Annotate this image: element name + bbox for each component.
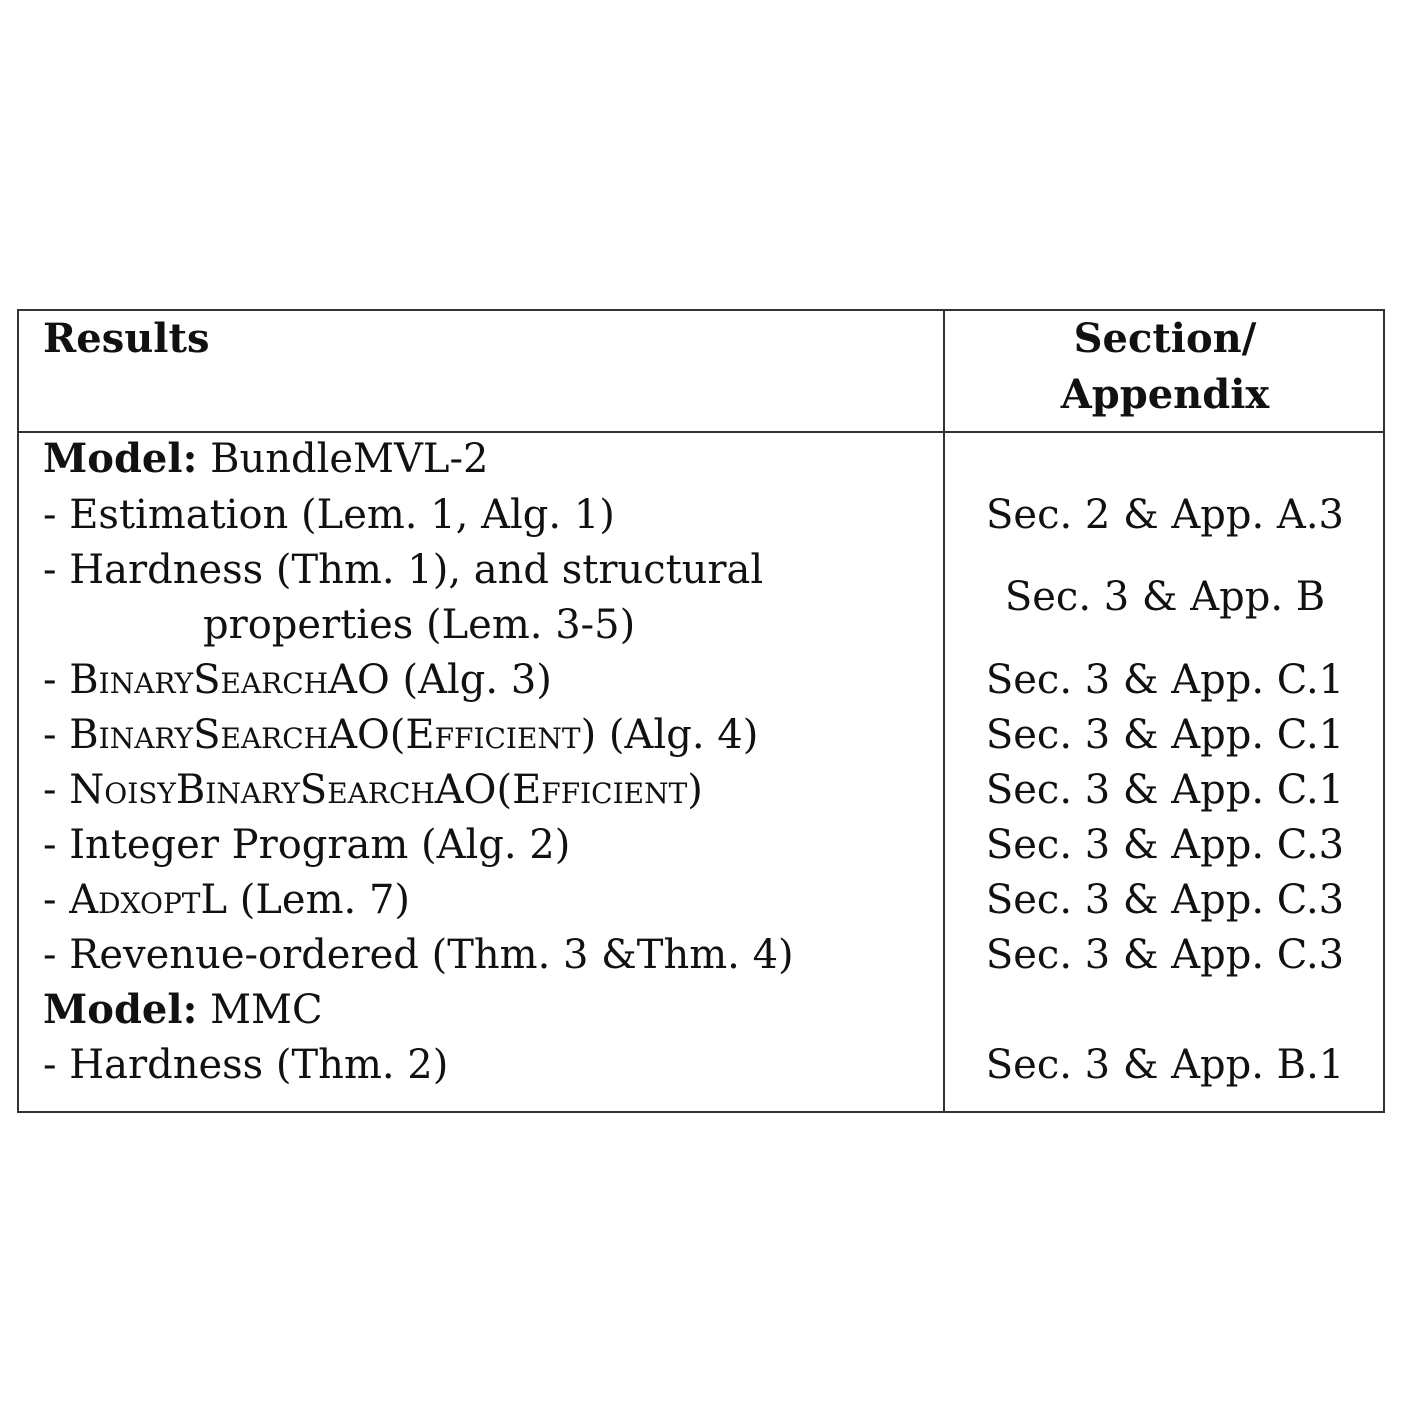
section-hardness: Sec. 3 & App. B xyxy=(1004,574,1326,620)
header-results: Results xyxy=(43,315,210,362)
header-section-line2: Appendix xyxy=(1060,371,1270,418)
section-estimation: Sec. 2 & App. A.3 xyxy=(986,492,1344,538)
result-prefix: - xyxy=(43,767,70,813)
results-table xyxy=(17,309,1385,1113)
section-hardness-mmc: Sec. 3 & App. B.1 xyxy=(985,1042,1345,1088)
result-suffix: (Alg. 3) xyxy=(389,657,552,703)
algorithm-name: NoisyBinarySearchAO(Efficient) xyxy=(69,767,703,813)
section-binarysearchao: Sec. 3 & App. C.1 xyxy=(985,657,1345,703)
result-suffix: (Alg. 4) xyxy=(596,712,759,758)
section-adxoptl: Sec. 3 & App. C.3 xyxy=(985,877,1345,923)
header-section-line1: Section/ xyxy=(1073,315,1257,362)
section-revenue-ordered: Sec. 3 & App. C.3 xyxy=(985,932,1345,978)
result-prefix: - xyxy=(43,877,70,923)
model-row-bundlemvl xyxy=(43,431,488,487)
result-prefix: - xyxy=(43,712,70,758)
result-revenue-ordered: - Revenue-ordered (Thm. 3 &Thm. 4) xyxy=(43,932,794,978)
section-noisybinarysearchao: Sec. 3 & App. C.1 xyxy=(985,767,1345,813)
result-suffix: (Lem. 7) xyxy=(227,877,411,923)
model-name: BundleMVL-2 xyxy=(210,436,489,482)
model-row-mmc xyxy=(43,982,323,1038)
model-label: Model: xyxy=(43,986,198,1033)
result-prefix: - xyxy=(43,657,70,703)
result-noisybinarysearchao xyxy=(43,762,703,818)
result-hardness-line2: properties (Lem. 3-5) xyxy=(203,602,636,648)
result-binarysearchao xyxy=(43,652,552,708)
algorithm-name: BinarySearchAO(Efficient) xyxy=(69,712,597,758)
model-label: Model: xyxy=(43,435,198,482)
result-binarysearchao-efficient xyxy=(43,707,758,763)
result-integer-program: - Integer Program (Alg. 2) xyxy=(43,822,571,868)
result-adxoptl xyxy=(43,872,410,928)
algorithm-name: BinarySearchAO xyxy=(69,657,390,703)
model-name: MMC xyxy=(210,987,323,1033)
result-hardness-mmc: - Hardness (Thm. 2) xyxy=(43,1042,449,1088)
result-estimation: - Estimation (Lem. 1, Alg. 1) xyxy=(43,492,615,538)
section-binarysearchao-efficient: Sec. 3 & App. C.1 xyxy=(985,712,1345,758)
algorithm-name: AdxoptL xyxy=(69,877,228,923)
section-integer-program: Sec. 3 & App. C.3 xyxy=(985,822,1345,868)
result-hardness-line1: - Hardness (Thm. 1), and structural xyxy=(43,547,764,593)
